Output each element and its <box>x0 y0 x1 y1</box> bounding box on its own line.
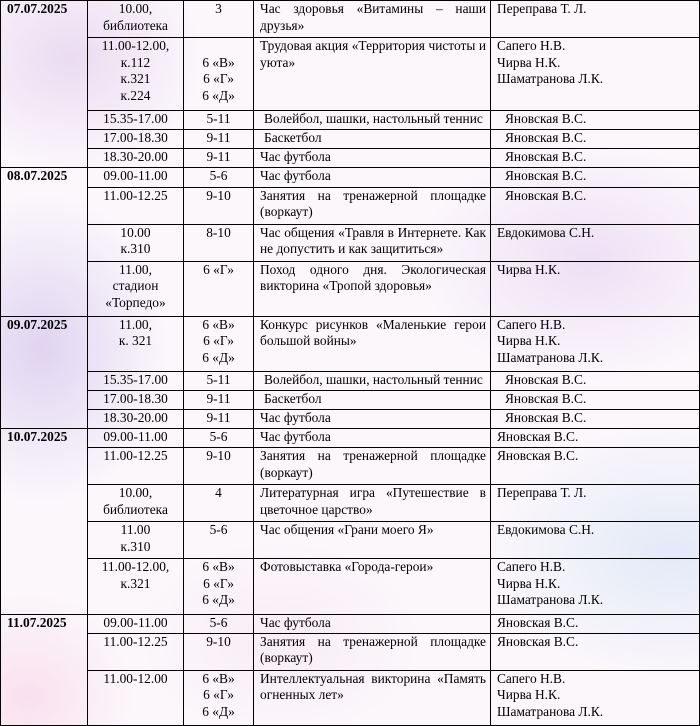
time-location-cell <box>88 316 184 371</box>
time-location-cell <box>88 633 184 670</box>
class-cell-line: 5-6 <box>209 168 228 184</box>
class-cell-line: 6 «Г» <box>203 575 234 591</box>
class-cell-line: 4 <box>215 485 222 501</box>
time-location-cell-line: библиотека <box>103 17 168 33</box>
time-location-cell-line: к.224 <box>120 87 151 103</box>
schedule-body <box>1 1 700 726</box>
responsible-cell <box>491 187 700 224</box>
responsible-cell-line: Шаматранова Л.К. <box>497 71 604 87</box>
day-date: 07.07.2025 <box>1 1 88 168</box>
time-location-cell-line: 11.00-12.25 <box>103 633 168 649</box>
class-cell <box>184 371 254 390</box>
time-location-cell <box>88 224 184 261</box>
time-location-cell <box>88 614 184 633</box>
class-cell-line <box>187 38 250 55</box>
responsible-cell-line: Шаматранова Л.К. <box>497 592 604 608</box>
event-cell: Час футбола <box>254 410 491 429</box>
class-cell-line: 5-11 <box>206 111 231 127</box>
event-cell: Час здоровья «Витамины – наши друзья» <box>254 1 491 38</box>
time-location-cell <box>88 559 184 614</box>
responsible-cell-line: Чирва Н.К. <box>497 575 561 591</box>
class-cell-line: 9-11 <box>206 410 231 426</box>
class-cell-line: 9-10 <box>206 448 231 464</box>
time-location-cell-line: 15.35-17.00 <box>103 371 168 387</box>
event-cell: Занятия на тренажерной площадке (воркаут) <box>254 187 491 224</box>
event-cell: Поход одного дня. Экологическая викторина «Тропой здоровья» <box>254 261 491 316</box>
class-cell-line: 6 «В» <box>202 670 235 686</box>
event-cell: Баскетбол <box>254 130 491 149</box>
table-row <box>1 261 700 316</box>
responsible-cell <box>491 261 700 316</box>
event-cell: Час футбола <box>254 149 491 168</box>
event-cell: Конкурс рисунков «Маленькие герои большой войны» <box>254 316 491 371</box>
class-cell <box>184 410 254 429</box>
event-cell: Трудовая акция «Территория чистоты и уюта» <box>254 38 491 111</box>
class-cell-line: 6 «Г» <box>203 687 234 703</box>
class-cell-line: 6 «Д» <box>202 87 235 103</box>
class-cell <box>184 390 254 409</box>
responsible-cell <box>491 614 700 633</box>
responsible-cell-line: Яновская В.С. <box>505 371 587 387</box>
class-cell <box>184 149 254 168</box>
event-cell: Баскетбол <box>254 390 491 409</box>
time-location-cell <box>88 371 184 390</box>
time-location-cell <box>88 429 184 448</box>
class-cell <box>184 130 254 149</box>
table-row <box>1 429 700 448</box>
class-cell <box>184 38 254 111</box>
responsible-cell-line: Яновская В.С. <box>505 111 587 127</box>
responsible-cell-line: Яновская В.С. <box>505 410 587 426</box>
responsible-cell <box>491 559 700 614</box>
time-location-cell-line: 17.00-18.30 <box>103 130 168 146</box>
time-location-cell-line: 10.00 <box>120 224 151 240</box>
table-row <box>1 448 700 485</box>
event-cell: Занятия на тренажерной площадке (воркаут) <box>254 448 491 485</box>
class-cell <box>184 316 254 371</box>
class-cell <box>184 448 254 485</box>
time-location-cell-line: библиотека <box>103 501 168 517</box>
responsible-cell <box>491 316 700 371</box>
time-location-cell-line: к.112 <box>120 54 151 70</box>
class-cell <box>184 224 254 261</box>
time-location-cell-line: 10.00, <box>118 485 153 501</box>
class-cell-line: 6 «Д» <box>202 349 235 365</box>
responsible-cell-line: Евдокимова С.Н. <box>497 224 595 240</box>
responsible-cell-line: Яновская В.С. <box>497 429 579 445</box>
day-date: 11.07.2025 <box>1 614 88 725</box>
time-location-cell-line: к.310 <box>120 538 151 554</box>
event-cell: Час футбола <box>254 429 491 448</box>
responsible-cell <box>491 111 700 130</box>
event-cell: Час общения «Грани моего Я» <box>254 522 491 559</box>
event-cell: Интеллектуальная викторина «Память огненных лет» <box>254 670 491 725</box>
class-cell <box>184 429 254 448</box>
responsible-cell-line: Чирва Н.К. <box>497 261 561 277</box>
table-row <box>1 111 700 130</box>
responsible-cell-line: Евдокимова С.Н. <box>497 522 595 538</box>
time-location-cell-line: 11.00-12.25 <box>103 448 168 464</box>
class-cell-line: 6 «Г» <box>203 333 234 349</box>
time-location-cell-line: 09.00-11.00 <box>103 168 168 184</box>
responsible-cell-line: Яновская В.С. <box>505 149 587 165</box>
responsible-cell <box>491 1 700 38</box>
class-cell <box>184 261 254 316</box>
event-cell: Час футбола <box>254 168 491 187</box>
responsible-cell-line: Сапего Н.В. <box>497 316 566 332</box>
table-row <box>1 614 700 633</box>
class-cell <box>184 168 254 187</box>
responsible-cell <box>491 429 700 448</box>
class-cell-line: 9-11 <box>206 130 231 146</box>
table-row <box>1 149 700 168</box>
responsible-cell-line: Шаматранова Л.К. <box>497 349 604 365</box>
event-cell: Литературная игра «Путешествие в цветочное царство» <box>254 485 491 522</box>
class-cell <box>184 1 254 38</box>
responsible-cell <box>491 371 700 390</box>
class-cell-line: 9-10 <box>206 187 231 203</box>
table-row <box>1 224 700 261</box>
event-cell: Фотовыставка «Города-герои» <box>254 559 491 614</box>
time-location-cell <box>88 390 184 409</box>
class-cell-line: 9-10 <box>206 633 231 649</box>
event-cell: Час футбола <box>254 614 491 633</box>
time-location-cell-line: 11.00-12.00, <box>101 559 170 575</box>
time-location-cell <box>88 448 184 485</box>
class-cell-line: 6 «В» <box>202 54 235 70</box>
time-location-cell-line: 11.00, <box>119 261 152 277</box>
event-cell: Волейбол, шашки, настольный теннис <box>254 111 491 130</box>
class-cell <box>184 633 254 670</box>
responsible-cell-line: Яновская В.С. <box>497 633 579 649</box>
responsible-cell-line: Яновская В.С. <box>505 130 587 146</box>
responsible-cell-line: Яновская В.С. <box>497 614 579 630</box>
responsible-cell <box>491 149 700 168</box>
table-row <box>1 390 700 409</box>
responsible-cell <box>491 38 700 111</box>
class-cell-line: 6 «Д» <box>202 703 235 719</box>
time-location-cell <box>88 187 184 224</box>
time-location-cell-line: 10.00, <box>118 1 153 16</box>
time-location-cell <box>88 38 184 111</box>
time-location-cell-line: 11.00 <box>120 522 151 538</box>
table-row <box>1 316 700 371</box>
table-row <box>1 485 700 522</box>
class-cell-line: 6 «Г» <box>203 71 234 87</box>
responsible-cell <box>491 224 700 261</box>
day-date: 09.07.2025 <box>1 316 88 428</box>
time-location-cell <box>88 522 184 559</box>
class-cell-line: 5-6 <box>209 522 228 538</box>
time-location-cell-line: 17.00-18.30 <box>103 390 168 406</box>
class-cell <box>184 522 254 559</box>
event-cell: Волейбол, шашки, настольный теннис <box>254 371 491 390</box>
responsible-cell-line: Сапего Н.В. <box>497 670 566 686</box>
responsible-cell-line: Сапего Н.В. <box>497 38 566 54</box>
class-cell-line: 5-6 <box>209 429 228 445</box>
class-cell-line: 6 «Г» <box>203 261 234 277</box>
time-location-cell-line: 11.00-12.00, <box>101 38 170 54</box>
time-location-cell <box>88 261 184 316</box>
table-row <box>1 1 700 38</box>
responsible-cell-line: Яновская В.С. <box>505 390 587 406</box>
time-location-cell <box>88 168 184 187</box>
responsible-cell <box>491 633 700 670</box>
responsible-cell <box>491 522 700 559</box>
responsible-cell-line: Переправа Т. Л. <box>497 485 587 501</box>
class-cell <box>184 670 254 725</box>
table-row <box>1 38 700 111</box>
responsible-cell-line: Чирва Н.К. <box>497 54 561 70</box>
responsible-cell <box>491 485 700 522</box>
time-location-cell-line: 11.00-12.00 <box>103 670 168 686</box>
class-cell <box>184 559 254 614</box>
table-row <box>1 187 700 224</box>
event-cell: Час общения «Травля в Интернете. Как не допустить и как защититься» <box>254 224 491 261</box>
time-location-cell-line: 11.00, <box>119 316 152 332</box>
responsible-cell <box>491 130 700 149</box>
class-cell-line: 6 «В» <box>202 316 235 332</box>
table-row <box>1 168 700 187</box>
day-date: 08.07.2025 <box>1 168 88 316</box>
table-row <box>1 633 700 670</box>
class-cell-line: 8-10 <box>206 224 231 240</box>
time-location-cell-line: к.321 <box>120 71 151 87</box>
table-row <box>1 130 700 149</box>
table-row <box>1 410 700 429</box>
class-cell-line: 5-6 <box>209 614 228 630</box>
table-row <box>1 559 700 614</box>
responsible-cell <box>491 670 700 725</box>
time-location-cell <box>88 485 184 522</box>
class-cell-line: 6 «Д» <box>202 592 235 608</box>
time-location-cell-line: 11.00-12.25 <box>103 187 168 203</box>
class-cell-line: 6 «В» <box>202 559 235 575</box>
time-location-cell-line: 09.00-11.00 <box>103 429 168 445</box>
time-location-cell-line: «Торпедо» <box>105 294 166 310</box>
time-location-cell <box>88 1 184 38</box>
responsible-cell <box>491 390 700 409</box>
responsible-cell-line: Переправа Т. Л. <box>497 1 587 16</box>
responsible-cell-line: Яновская В.С. <box>497 448 579 464</box>
event-cell: Занятия на тренажерной площадке (воркаут) <box>254 633 491 670</box>
time-location-cell <box>88 111 184 130</box>
responsible-cell-line: Чирва Н.К. <box>497 333 561 349</box>
time-location-cell-line: 18.30-20.00 <box>103 410 168 426</box>
responsible-cell-line: Сапего Н.В. <box>497 559 566 575</box>
time-location-cell-line: 15.35-17.00 <box>103 111 168 127</box>
time-location-cell-line: 09.00-11.00 <box>103 614 168 630</box>
time-location-cell-line: 18.30-20.00 <box>103 149 168 165</box>
class-cell-line: 3 <box>215 1 222 16</box>
responsible-cell-line: Шаматранова Л.К. <box>497 703 604 719</box>
class-cell-line: 5-11 <box>206 371 231 387</box>
class-cell <box>184 187 254 224</box>
time-location-cell-line: к.310 <box>120 241 151 257</box>
class-cell <box>184 614 254 633</box>
time-location-cell-line: стадион <box>112 278 159 294</box>
responsible-cell-line: Чирва Н.К. <box>497 687 561 703</box>
responsible-cell-line: Яновская В.С. <box>505 187 587 203</box>
table-row <box>1 371 700 390</box>
responsible-cell <box>491 410 700 429</box>
time-location-cell <box>88 410 184 429</box>
table-row <box>1 522 700 559</box>
class-cell-line: 9-11 <box>206 149 231 165</box>
class-cell <box>184 485 254 522</box>
responsible-cell <box>491 168 700 187</box>
table-row <box>1 670 700 725</box>
time-location-cell <box>88 130 184 149</box>
day-date: 10.07.2025 <box>1 429 88 614</box>
responsible-cell-line: Яновская В.С. <box>505 168 587 184</box>
time-location-cell-line: к.321 <box>120 575 151 591</box>
time-location-cell-line: к. 321 <box>118 333 153 349</box>
class-cell-line: 9-11 <box>206 390 231 406</box>
time-location-cell <box>88 670 184 725</box>
responsible-cell <box>491 448 700 485</box>
class-cell <box>184 111 254 130</box>
time-location-cell <box>88 149 184 168</box>
